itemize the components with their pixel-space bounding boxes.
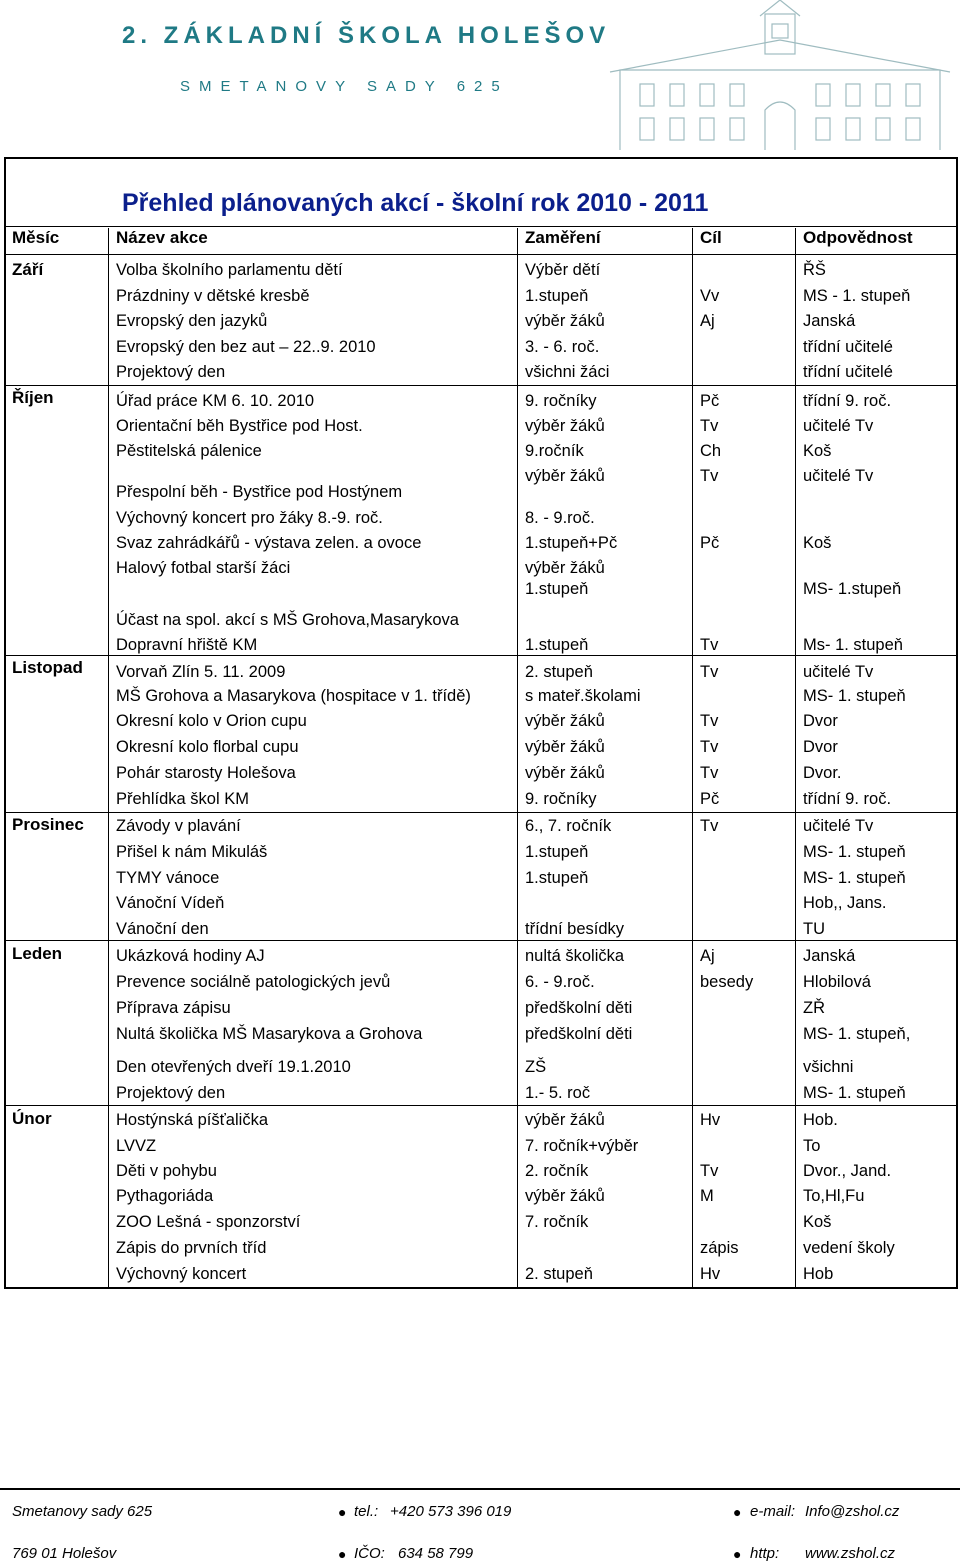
event-responsibility: učitelé Tv bbox=[803, 417, 874, 435]
event-goal: Tv bbox=[700, 712, 719, 730]
month-label: Listopad bbox=[12, 658, 83, 677]
event-name: Dopravní hřiště KM bbox=[116, 636, 258, 654]
school-address: SMETANOVY SADY 625 bbox=[180, 78, 509, 95]
header-divider bbox=[4, 254, 958, 255]
footer-ico-label: IČO: bbox=[354, 1545, 385, 1562]
bullet-icon: ● bbox=[733, 1546, 742, 1562]
event-focus: 1.- 5. roč bbox=[525, 1084, 591, 1102]
event-responsibility: třídní 9. roč. bbox=[803, 790, 892, 808]
event-responsibility: Hob bbox=[803, 1265, 834, 1283]
event-focus: výběr žáků bbox=[525, 559, 605, 577]
event-responsibility: Dvor. bbox=[803, 764, 842, 782]
event-focus: výběr žáků bbox=[525, 1187, 605, 1205]
event-name: TYMY vánoce bbox=[116, 869, 220, 887]
column-divider bbox=[795, 228, 796, 1289]
event-focus: třídní besídky bbox=[525, 920, 625, 938]
column-header-goal: Cíl bbox=[700, 228, 722, 247]
event-responsibility: MS- 1. stupeň bbox=[803, 687, 906, 705]
event-name: Vorvaň Zlín 5. 11. 2009 bbox=[116, 663, 286, 681]
footer-address-street: Smetanovy sady 625 bbox=[12, 1503, 153, 1520]
event-responsibility: MS- 1. stupeň bbox=[803, 843, 906, 861]
month-divider bbox=[4, 385, 958, 386]
event-focus: 2. stupeň bbox=[525, 663, 593, 681]
event-responsibility: Koš bbox=[803, 534, 832, 552]
month-divider bbox=[4, 812, 958, 813]
event-responsibility: ŘŠ bbox=[803, 261, 826, 279]
month-label: Leden bbox=[12, 944, 63, 963]
event-responsibility: učitelé Tv bbox=[803, 817, 874, 835]
event-focus: 1.stupeň bbox=[525, 843, 589, 861]
event-name: Přišel k nám Mikuláš bbox=[116, 843, 268, 861]
event-focus: výběr žáků bbox=[525, 417, 605, 435]
event-responsibility: Janská bbox=[803, 947, 856, 965]
month-label: Říjen bbox=[12, 388, 54, 407]
event-responsibility: Dvor., Jand. bbox=[803, 1162, 892, 1180]
event-name: Projektový den bbox=[116, 363, 226, 381]
event-responsibility: vedení školy bbox=[803, 1239, 895, 1257]
month-divider bbox=[4, 1105, 958, 1106]
column-header-focus: Zaměření bbox=[525, 228, 601, 247]
event-goal: Tv bbox=[700, 417, 719, 435]
footer-email-label: e-mail: bbox=[750, 1503, 796, 1520]
event-goal: zápis bbox=[700, 1239, 739, 1257]
event-goal: besedy bbox=[700, 973, 754, 991]
event-goal: Vv bbox=[700, 287, 720, 305]
event-name: Závody v plavání bbox=[116, 817, 241, 835]
event-goal: Pč bbox=[700, 790, 720, 808]
event-name: Hostýnská píšťalička bbox=[116, 1111, 268, 1129]
event-focus: 1.stupeň bbox=[525, 636, 589, 654]
event-name: Svaz zahrádkářů - výstava zelen. a ovoce bbox=[116, 534, 422, 552]
event-responsibility: ZŘ bbox=[803, 999, 825, 1017]
page-title: Přehled plánovaných akcí - školní rok 2010 - 2011 bbox=[122, 189, 709, 217]
event-focus: 1.stupeň bbox=[525, 287, 589, 305]
event-focus: výběr žáků bbox=[525, 1111, 605, 1129]
event-goal: Aj bbox=[700, 947, 715, 965]
event-name: ZOO Lešná - sponzorství bbox=[116, 1213, 301, 1231]
event-focus: výběr žáků bbox=[525, 312, 605, 330]
event-goal: Tv bbox=[700, 636, 719, 654]
event-focus: 3. - 6. roč. bbox=[525, 338, 600, 356]
event-name: Vánoční den bbox=[116, 920, 209, 938]
event-name: Prevence sociálně patologických jevů bbox=[116, 973, 391, 991]
event-focus: s mateř.školami bbox=[525, 687, 641, 705]
event-name: Orientační běh Bystřice pod Host. bbox=[116, 417, 363, 435]
bullet-icon: ● bbox=[338, 1504, 347, 1520]
event-goal: Tv bbox=[700, 764, 719, 782]
event-focus: 7. ročník+výběr bbox=[525, 1137, 639, 1155]
footer-address-city: 769 01 Holešov bbox=[12, 1545, 117, 1562]
event-goal: Tv bbox=[700, 817, 719, 835]
event-responsibility: Janská bbox=[803, 312, 856, 330]
event-responsibility: Koš bbox=[803, 442, 832, 460]
event-responsibility: MS- 1. stupeň bbox=[803, 869, 906, 887]
event-focus: 2. ročník bbox=[525, 1162, 589, 1180]
event-responsibility: třídní učitelé bbox=[803, 338, 893, 356]
event-name: Zápis do prvních tříd bbox=[116, 1239, 267, 1257]
event-name: LVVZ bbox=[116, 1137, 157, 1155]
column-divider bbox=[108, 228, 109, 1289]
event-focus: výběr žáků bbox=[525, 467, 605, 485]
event-goal: Tv bbox=[700, 663, 719, 681]
event-focus: předškolní děti bbox=[525, 1025, 633, 1043]
event-name: Okresní kolo florbal cupu bbox=[116, 738, 299, 756]
column-header-month: Měsíc bbox=[12, 228, 60, 247]
event-focus: 7. ročník bbox=[525, 1213, 589, 1231]
column-divider bbox=[692, 228, 693, 1289]
event-focus: předškolní děti bbox=[525, 999, 633, 1017]
event-name: Děti v pohybu bbox=[116, 1162, 217, 1180]
event-name: Pěstitelská pálenice bbox=[116, 442, 262, 460]
event-responsibility: To bbox=[803, 1137, 821, 1155]
event-focus: ZŠ bbox=[525, 1058, 547, 1076]
event-name: Úřad práce KM 6. 10. 2010 bbox=[116, 392, 315, 410]
school-name: 2. ZÁKLADNÍ ŠKOLA HOLEŠOV bbox=[122, 22, 611, 49]
event-focus: 2. stupeň bbox=[525, 1265, 593, 1283]
event-goal: Tv bbox=[700, 738, 719, 756]
footer-web[interactable]: www.zshol.cz bbox=[805, 1545, 896, 1562]
school-building-logo bbox=[600, 0, 960, 150]
event-focus: 8. - 9.roč. bbox=[525, 509, 595, 527]
event-name: Výchovný koncert bbox=[116, 1265, 247, 1283]
event-name: Příprava zápisu bbox=[116, 999, 231, 1017]
event-name: Výchovný koncert pro žáky 8.-9. roč. bbox=[116, 509, 383, 527]
event-responsibility: Koš bbox=[803, 1213, 832, 1231]
event-name: Den otevřených dveří 19.1.2010 bbox=[116, 1058, 351, 1076]
event-responsibility: všichni bbox=[803, 1058, 854, 1076]
event-focus: výběr žáků bbox=[525, 712, 605, 730]
event-name: Evropský den bez aut – 22..9. 2010 bbox=[116, 338, 376, 356]
event-focus: 1.stupeň bbox=[525, 869, 589, 887]
event-goal: Tv bbox=[700, 1162, 719, 1180]
event-focus: nultá školička bbox=[525, 947, 625, 965]
footer-tel: +420 573 396 019 bbox=[390, 1503, 512, 1520]
event-responsibility: Hob. bbox=[803, 1111, 838, 1129]
event-name: Účast na spol. akcí s MŠ Grohova,Masarykova bbox=[116, 611, 459, 629]
event-focus: výběr žáků bbox=[525, 764, 605, 782]
event-name: Halový fotbal starší žáci bbox=[116, 559, 291, 577]
footer-divider bbox=[0, 1488, 960, 1490]
event-name: Přehlídka škol KM bbox=[116, 790, 249, 808]
month-divider bbox=[4, 655, 958, 656]
event-focus: všichni žáci bbox=[525, 363, 610, 381]
column-header-name: Název akce bbox=[116, 228, 208, 247]
event-responsibility: MS- 1. stupeň, bbox=[803, 1025, 911, 1043]
footer-web-label: http: bbox=[750, 1545, 780, 1562]
event-focus: Výběr dětí bbox=[525, 261, 601, 279]
event-goal: Hv bbox=[700, 1265, 721, 1283]
event-responsibility: MS- 1.stupeň bbox=[803, 580, 902, 598]
event-responsibility: TU bbox=[803, 920, 825, 938]
event-name: Vánoční Vídeň bbox=[116, 894, 225, 912]
event-goal: Aj bbox=[700, 312, 715, 330]
event-responsibility: To,Hl,Fu bbox=[803, 1187, 865, 1205]
event-name: Nultá školička MŠ Masarykova a Grohova bbox=[116, 1025, 423, 1043]
event-focus: 1.stupeň+Pč bbox=[525, 534, 618, 552]
event-name: Ukázková hodiny AJ bbox=[116, 947, 265, 965]
event-goal: Tv bbox=[700, 467, 719, 485]
month-divider bbox=[4, 940, 958, 941]
event-name: Prázdniny v dětské kresbě bbox=[116, 287, 310, 305]
event-name: Evropský den jazyků bbox=[116, 312, 268, 330]
event-responsibility: Hlobilová bbox=[803, 973, 871, 991]
event-responsibility: třídní 9. roč. bbox=[803, 392, 892, 410]
column-header-responsibility: Odpovědnost bbox=[803, 228, 913, 247]
month-label: Prosinec bbox=[12, 815, 84, 834]
event-responsibility: MS- 1. stupeň bbox=[803, 1084, 906, 1102]
event-name: Pythagoriáda bbox=[116, 1187, 214, 1205]
event-goal: Ch bbox=[700, 442, 722, 460]
footer-ico: 634 58 799 bbox=[398, 1545, 474, 1562]
event-name: Pohár starosty Holešova bbox=[116, 764, 296, 782]
event-responsibility: Hob,, Jans. bbox=[803, 894, 887, 912]
bullet-icon: ● bbox=[733, 1504, 742, 1520]
event-name: Projektový den bbox=[116, 1084, 226, 1102]
event-goal: Pč bbox=[700, 534, 720, 552]
title-divider bbox=[4, 226, 958, 227]
event-focus: 9.ročník bbox=[525, 442, 584, 460]
event-name: Okresní kolo v Orion cupu bbox=[116, 712, 307, 730]
event-responsibility: učitelé Tv bbox=[803, 663, 874, 681]
footer-tel-label: tel.: bbox=[354, 1503, 379, 1520]
event-focus: výběr žáků bbox=[525, 738, 605, 756]
column-divider bbox=[517, 228, 518, 1289]
event-focus: 9. ročníky bbox=[525, 790, 597, 808]
event-responsibility: učitelé Tv bbox=[803, 467, 874, 485]
event-focus: 6., 7. ročník bbox=[525, 817, 612, 835]
event-responsibility: Ms- 1. stupeň bbox=[803, 636, 903, 654]
event-name: Přespolní běh - Bystřice pod Hostýnem bbox=[116, 483, 403, 501]
event-responsibility: Dvor bbox=[803, 712, 838, 730]
month-label: Září bbox=[12, 260, 44, 279]
event-responsibility: MS - 1. stupeň bbox=[803, 287, 911, 305]
event-responsibility: Dvor bbox=[803, 738, 838, 756]
footer-email[interactable]: Info@zshol.cz bbox=[805, 1503, 900, 1520]
event-focus: 6. - 9.roč. bbox=[525, 973, 595, 991]
event-goal: M bbox=[700, 1187, 714, 1205]
event-focus: 1.stupeň bbox=[525, 580, 589, 598]
event-responsibility: třídní učitelé bbox=[803, 363, 893, 381]
event-goal: Hv bbox=[700, 1111, 721, 1129]
event-focus: 9. ročníky bbox=[525, 392, 597, 410]
event-name: Volba školního parlamentu dětí bbox=[116, 261, 343, 279]
event-goal: Pč bbox=[700, 392, 720, 410]
event-name: MŠ Grohova a Masarykova (hospitace v 1. třídě) bbox=[116, 687, 471, 705]
month-label: Únor bbox=[12, 1109, 52, 1128]
bullet-icon: ● bbox=[338, 1546, 347, 1562]
